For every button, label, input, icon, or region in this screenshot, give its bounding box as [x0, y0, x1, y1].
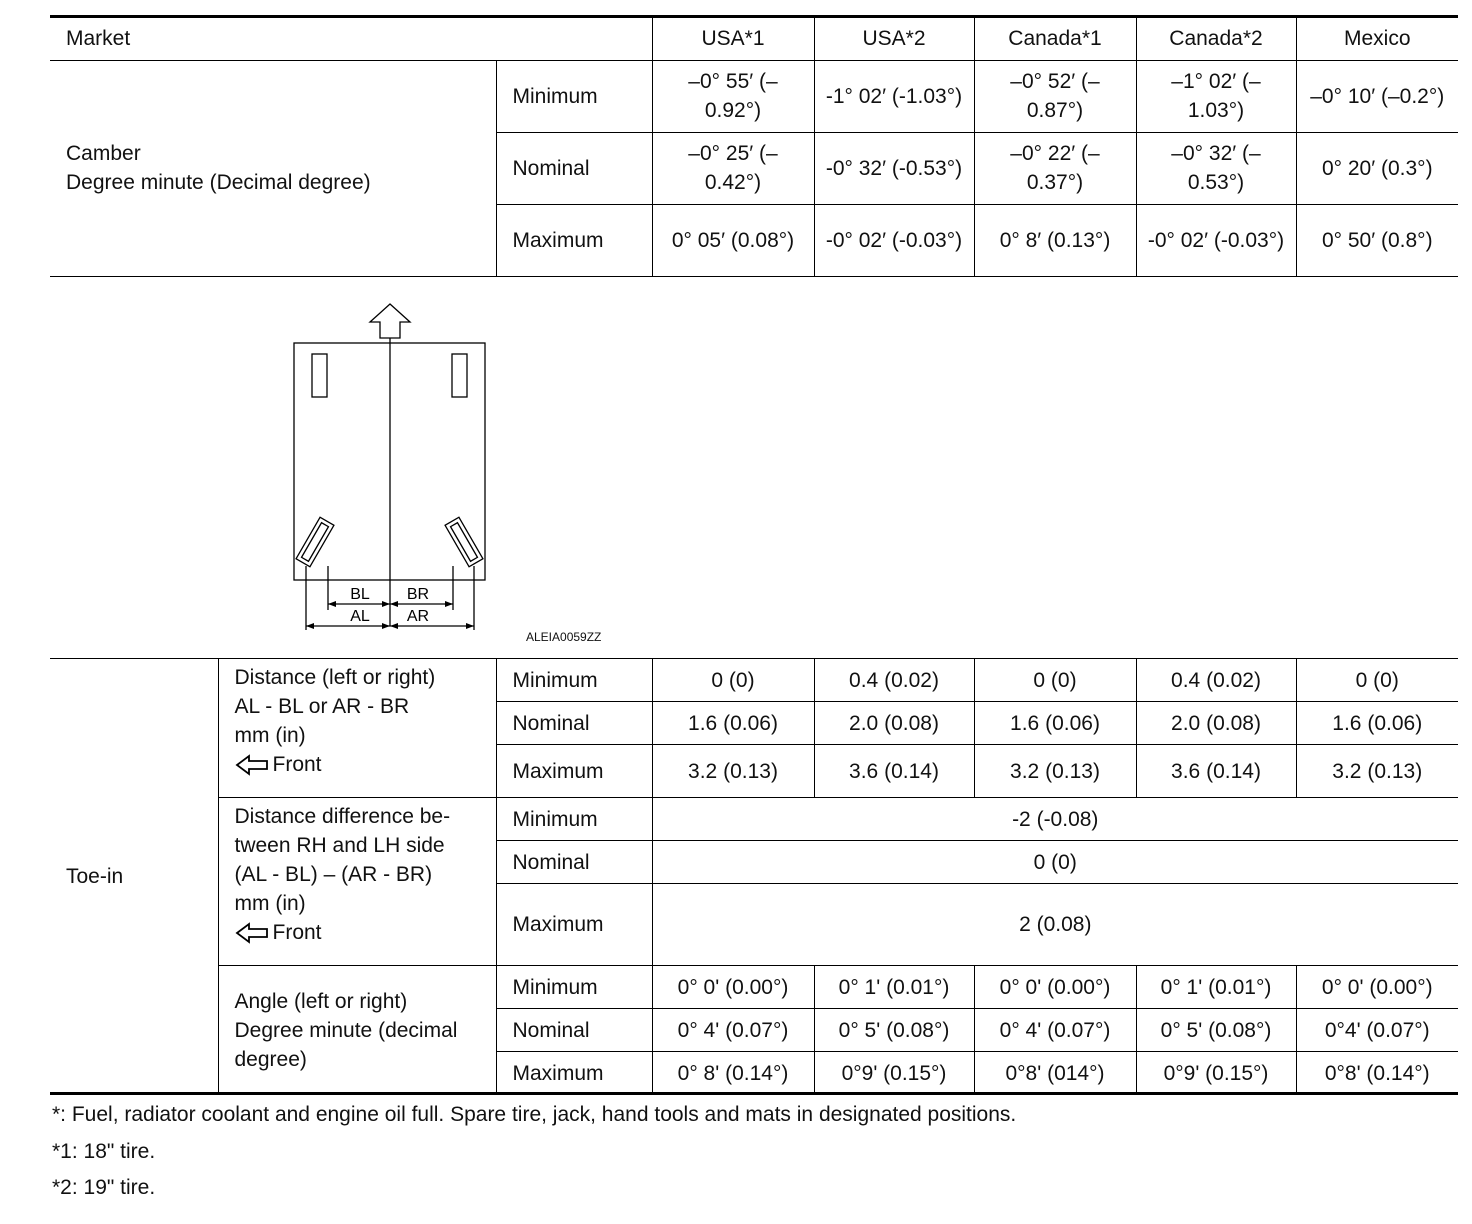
table-cell: 0° 4' (0.07°)	[652, 1009, 814, 1052]
table-cell: 0°8' (0.14°)	[1324, 1061, 1430, 1085]
table-cell: –0° 10′ (–0.2°)	[1310, 84, 1445, 108]
table-cell: 0°8' (014°)	[974, 1052, 1136, 1095]
table-cell: -0° 32′ (-0.53°)	[814, 132, 974, 204]
table-cell: 3.2 (0.13)	[652, 745, 814, 798]
table-cell: 0° 8' (0.14°)	[652, 1052, 814, 1095]
row-label: Minimum	[496, 798, 652, 841]
difference-front	[235, 918, 488, 947]
table-cell: 1.6 (0.06)	[652, 702, 814, 745]
rear-left-wheel	[312, 354, 327, 397]
table-cell: 2.0 (0.08)	[814, 702, 974, 745]
bottom-rule	[50, 1092, 1458, 1095]
camber-table	[50, 17, 1458, 277]
table-cell: 0 (0)	[1033, 850, 1077, 874]
table-cell: -0° 02′ (-0.03°)	[1136, 204, 1296, 276]
table-cell: -0° 02′ (-0.03°)	[814, 204, 974, 276]
table-cell: –1° 02′ (–1.03°)	[1136, 60, 1296, 132]
distance-line1: Distance (left or right)	[234, 666, 436, 689]
camber-label: Camber	[66, 142, 141, 165]
table-cell: –0° 25′ (–0.42°)	[652, 132, 814, 204]
figure-caption: ALEIA0059ZZ	[526, 630, 602, 644]
table-cell: 2 (0.08)	[1019, 913, 1092, 936]
table-cell: –0° 22′ (–0.37°)	[974, 132, 1136, 204]
angle-line3: degree)	[234, 1047, 307, 1071]
row-label: Maximum	[496, 1052, 652, 1095]
table-cell: 3.2 (0.13)	[1332, 759, 1423, 783]
table-cell: 0° 50′ (0.8°)	[1321, 228, 1433, 252]
table-cell: 0°9' (0.15°)	[814, 1052, 974, 1095]
table-cell: 2.0 (0.08)	[1136, 702, 1296, 745]
table-cell: 3.6 (0.14)	[814, 745, 974, 798]
distance-front	[235, 750, 488, 779]
front-left-wheel	[296, 517, 334, 567]
table-cell: 0°4' (0.07°)	[1324, 1018, 1430, 1042]
table-cell: 0 (0)	[652, 659, 814, 702]
toe-in-label: Toe-in	[50, 659, 218, 1095]
table-cell: -2 (-0.08)	[1012, 807, 1099, 831]
label-al: AL	[350, 608, 370, 625]
table-cell: 0° 5' (0.08°)	[1136, 1009, 1296, 1052]
difference-line3: (AL - BL) – (AR - BR)	[234, 863, 433, 886]
difference-label-cell	[218, 798, 496, 966]
table-cell: 3.6 (0.14)	[1136, 745, 1296, 798]
difference-line4: mm (in)	[234, 892, 306, 915]
table-cell: –0° 32′ (–0.53°)	[1136, 132, 1296, 204]
table-cell: 3.2 (0.13)	[974, 745, 1136, 798]
table-cell: 0.4 (0.02)	[1136, 659, 1296, 702]
table-cell: 0° 1' (0.01°)	[814, 966, 974, 1009]
row-label: Nominal	[496, 702, 652, 745]
market-usa2: USA*2	[814, 17, 974, 60]
table-cell: 1.6 (0.06)	[974, 702, 1136, 745]
table-cell: 0 (0)	[1355, 668, 1399, 692]
table-cell: –0° 55′ (–0.92°)	[652, 60, 814, 132]
difference-line2: tween RH and LH side	[234, 834, 445, 857]
table-cell: –0° 52′ (–0.87°)	[974, 60, 1136, 132]
toe-in-table	[50, 658, 1458, 1095]
front-arrow-left-icon	[235, 754, 269, 776]
note-18in: *1: 18" tire.	[52, 1140, 156, 1163]
toe-in-diagram	[280, 296, 510, 636]
table-cell: -1° 02′ (-1.03°)	[814, 60, 974, 132]
difference-line1: Distance difference be-	[234, 805, 451, 828]
table-cell: 0° 05′ (0.08°)	[652, 204, 814, 276]
angle-line2: Degree minute (decimal	[234, 1018, 458, 1042]
note-general: *: Fuel, radiator coolant and engine oil full. Spare tire, jack, hand tools and mats in designated positions.	[52, 1103, 1017, 1126]
row-label: Nominal	[496, 841, 652, 884]
row-label: Maximum	[496, 884, 652, 966]
front-label: Front	[272, 753, 322, 776]
row-label: Nominal	[496, 132, 652, 204]
label-ar: AR	[406, 608, 430, 625]
table-cell: 0° 4' (0.07°)	[974, 1009, 1136, 1052]
table-cell: 0° 0' (0.00°)	[1321, 975, 1433, 999]
rear-right-wheel	[452, 354, 467, 397]
market-usa1: USA*1	[652, 17, 814, 60]
distance-line3: mm (in)	[234, 724, 306, 747]
front-arrow-left-icon	[235, 922, 269, 944]
note-19in: *2: 19" tire.	[52, 1176, 156, 1199]
front-arrow-icon	[370, 304, 410, 338]
camber-label-cell	[50, 60, 496, 276]
row-label: Maximum	[496, 745, 652, 798]
table-cell: 0° 0' (0.00°)	[652, 966, 814, 1009]
row-label: Minimum	[496, 659, 652, 702]
table-cell: 0°9' (0.15°)	[1136, 1052, 1296, 1095]
row-label: Maximum	[496, 204, 652, 276]
table-cell: 0° 1' (0.01°)	[1136, 966, 1296, 1009]
table-cell: 0° 20′ (0.3°)	[1321, 156, 1433, 180]
table-cell: 0 (0)	[974, 659, 1136, 702]
market-canada1: Canada*1	[974, 17, 1136, 60]
table-cell: 0° 0' (0.00°)	[974, 966, 1136, 1009]
angle-line1: Angle (left or right)	[234, 989, 408, 1013]
front-label: Front	[272, 921, 322, 944]
table-cell: 0° 5' (0.08°)	[814, 1009, 974, 1052]
front-right-wheel	[445, 517, 483, 567]
market-canada2: Canada*2	[1136, 17, 1296, 60]
market-mexico: Mexico	[1343, 26, 1411, 50]
row-label: Minimum	[496, 966, 652, 1009]
row-label: Nominal	[496, 1009, 652, 1052]
label-bl: BL	[350, 586, 370, 603]
label-br: BR	[406, 586, 430, 603]
distance-label-cell	[218, 659, 496, 798]
market-header: Market	[50, 17, 652, 60]
distance-line2: AL - BL or AR - BR	[234, 695, 410, 718]
table-cell: 0° 8′ (0.13°)	[974, 204, 1136, 276]
angle-label-cell	[218, 966, 496, 1095]
row-label: Minimum	[496, 60, 652, 132]
camber-unit: Degree minute (Decimal degree)	[66, 171, 371, 194]
table-cell: 0.4 (0.02)	[814, 659, 974, 702]
table-cell: 1.6 (0.06)	[1332, 711, 1423, 735]
